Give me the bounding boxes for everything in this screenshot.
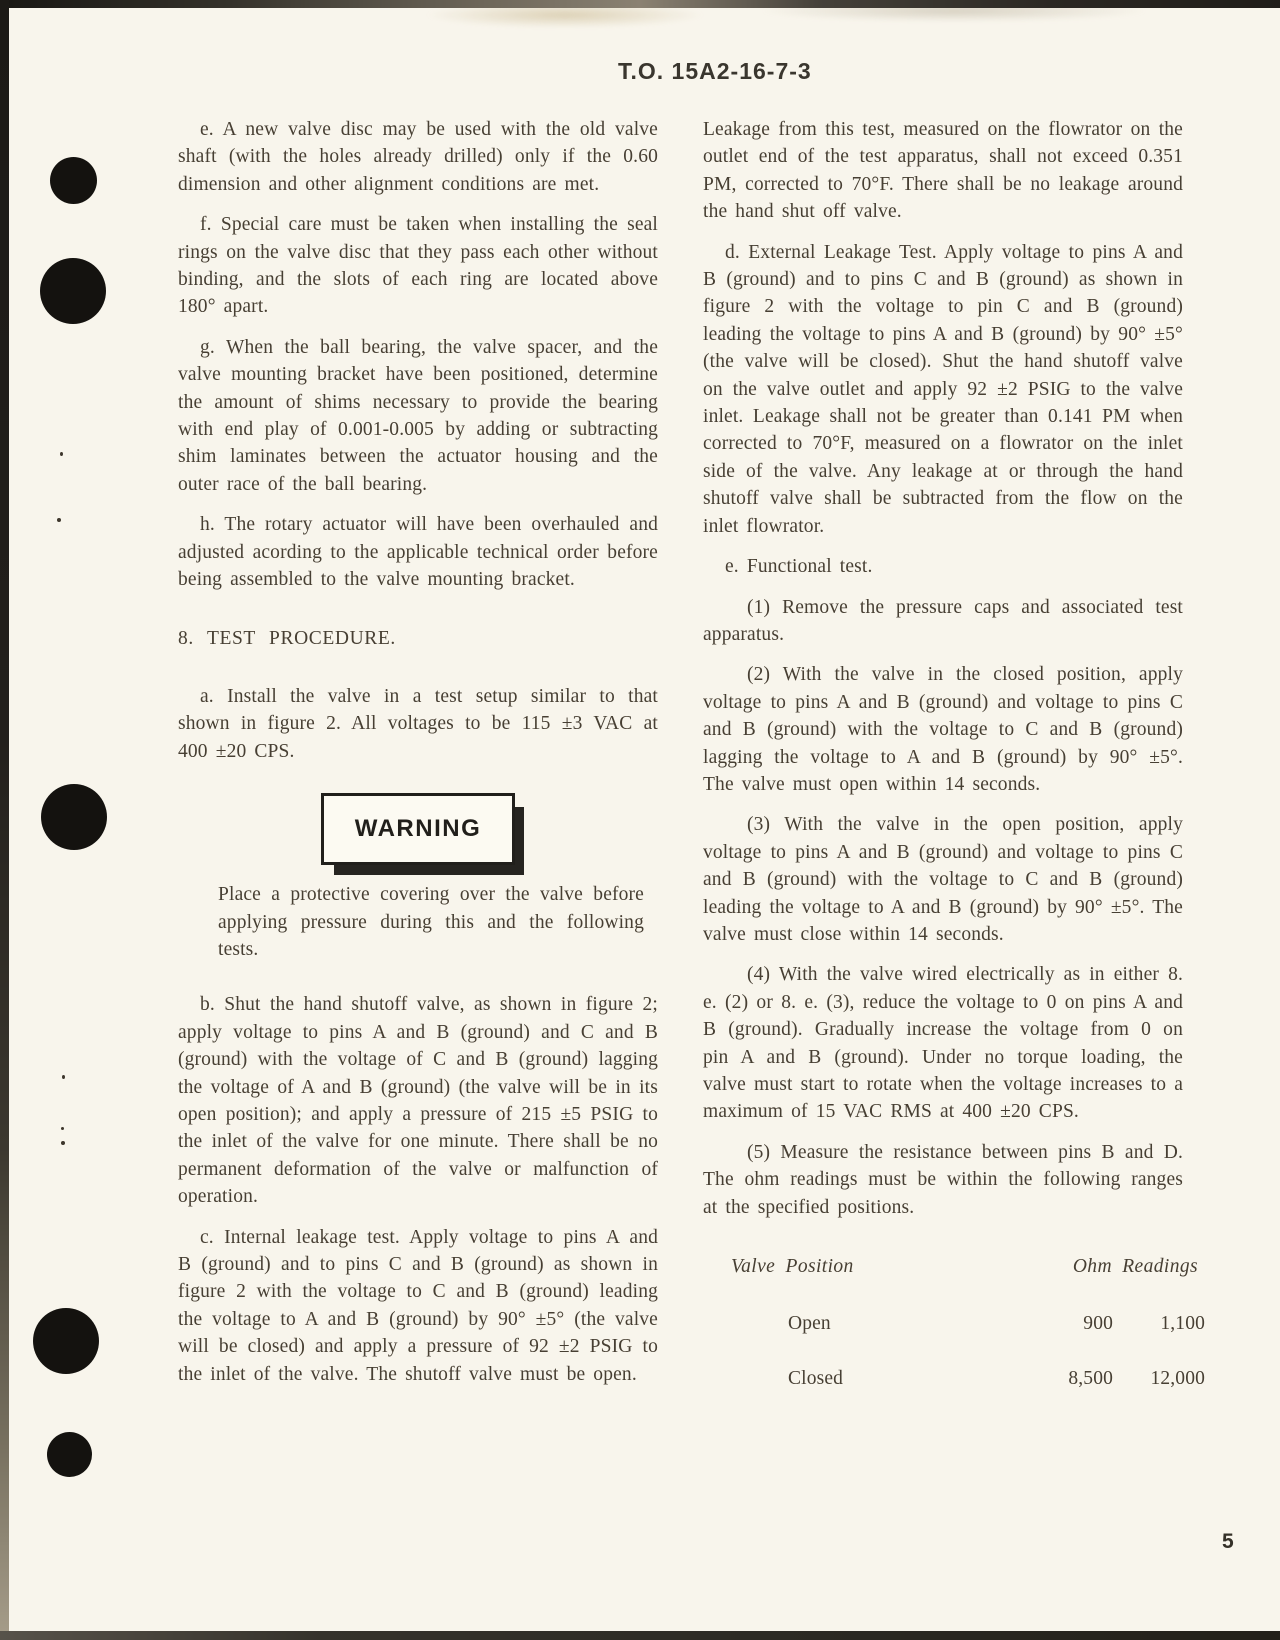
- punch-hole: [50, 157, 97, 204]
- scan-speck: [61, 1127, 64, 1130]
- punch-hole: [47, 1432, 92, 1477]
- page-title: T.O. 15A2-16-7-3: [618, 58, 812, 84]
- ohm-min-cell: 900: [1083, 1313, 1113, 1335]
- step-2: (2) With the valve in the closed position, apply voltage to pins A and B (ground) and voltage to pins C and B (ground) with the voltage to C and B (ground) lagging the voltage to A and B (ground) by 90° ±5°. The valve must open within 14 seconds.: [703, 664, 1183, 795]
- step-4: (4) With the valve wired electrically as in either 8. e. (2) or 8. e. (3), reduce the voltage to 0 on pins A and B (ground). Gradually increase the voltage from 0 on pin A and B (ground). Under no torque loading, the valve must start to rotate when the voltage increases to a maximum of 15 VAC RMS at 400 ±20 CPS.: [703, 964, 1183, 1123]
- scan-speck: [57, 518, 61, 522]
- valve-position-cell: Closed: [788, 1367, 844, 1389]
- paragraph-g: g. When the ball bearing, the valve spacer, and the valve mounting bracket have been positioned, determine the amount of shims necessary to provide the bearing with end play of 0.001-0.005 by adding or subtracting shim laminates between the actuator housing and the outer race of the ball bearing.: [178, 336, 658, 495]
- paragraph-a: a. Install the valve in a test setup similar to that shown in figure 2. All voltages to be 115 ±3 VAC at 400 ±20 CPS.: [178, 685, 658, 762]
- paragraph-e: e. A new valve disc may be used with the old valve shaft (with the holes already drilled) only if the 0.60 dimension and other alignment conditions are met.: [178, 119, 658, 195]
- right-column: [703, 116, 1205, 1419]
- scan-edge-bottom: [0, 1631, 1280, 1640]
- scan-speck: [60, 452, 63, 456]
- paragraph-e-functional-test: e. Functional test.: [725, 556, 873, 578]
- paragraph-c: c. Internal leakage test. Apply voltage to pins A and B (ground) and to pins C and B (ground) as shown in figure 2 with the voltage to C and B (ground) leading the voltage to A and B (ground) by 90° ±5° (the valve will be closed) and apply a pressure of 92 ±2 PSIG to the inlet of the valve. The shutoff valve must be open.: [178, 1226, 658, 1385]
- ohm-max-cell: 12,000: [1150, 1367, 1205, 1389]
- table-row: [703, 1310, 1205, 1337]
- warning-box: [321, 793, 515, 865]
- page-number: 5: [1222, 1530, 1234, 1553]
- punch-hole: [40, 258, 106, 324]
- step-1: (1) Remove the pressure caps and associated test apparatus.: [703, 596, 1183, 645]
- table-header-ohm-readings: Ohm Readings: [1072, 1256, 1198, 1278]
- punch-hole: [33, 1308, 99, 1374]
- table-header-row: [703, 1253, 1198, 1280]
- paragraph-c-continuation: Leakage from this test, measured on the flowrator on the outlet end of the test apparatus, shall not exceed 0.351 PM, corrected to 70°F. There shall be no leakage around the hand shut off valve.: [703, 119, 1183, 223]
- scan-edge-left: [0, 0, 9, 1640]
- valve-position-cell: Open: [788, 1313, 831, 1335]
- paragraph-d: d. External Leakage Test. Apply voltage to pins A and B (ground) and to pins C and B (ground) as shown in figure 2 with the voltage to pin C and B (ground) leading the voltage to pins A and B (ground) by 90° ±5° (the valve will be closed). Shut the hand shutoff valve on the valve outlet and apply 92 ±2 PSIG to the valve inlet. Leakage shall not be greater than 0.141 PM when corrected to 70°F, measured on a flowrator on the inlet side of the valve. Any leakage at or through the hand shutoff valve shall be subtracted from the flow on the inlet flowrator.: [703, 241, 1183, 537]
- warning-label: WARNING: [354, 815, 482, 843]
- step-5: (5) Measure the resistance between pins B and D. The ohm readings must be within the following ranges at the specified positions.: [703, 1141, 1183, 1218]
- scan-speck: [62, 1075, 65, 1079]
- ohm-max-cell: 1,100: [1160, 1313, 1205, 1335]
- left-column: [178, 116, 658, 1401]
- scan-edge-top: [0, 0, 1280, 8]
- section-heading-test-procedure: 8. TEST PROCEDURE.: [178, 627, 396, 649]
- punch-hole: [41, 784, 107, 850]
- table-row: [703, 1365, 1205, 1392]
- ohm-readings-table: [703, 1253, 1205, 1392]
- scan-speck: [61, 1141, 65, 1145]
- ohm-min-cell: 8,500: [1068, 1367, 1113, 1389]
- step-3: (3) With the valve in the open position, apply voltage to pins A and B (ground) and voltage to pins C and B (ground) with the voltage to C and B (ground) leading the voltage to A and B (ground) by 90° ±5°. The valve must close within 14 seconds.: [703, 814, 1183, 945]
- paragraph-f: f. Special care must be taken when installing the seal rings on the valve disc that they pass each other without binding, and the slots of each ring are located above 180° apart.: [178, 214, 658, 318]
- paragraph-h: h. The rotary actuator will have been overhauled and adjusted acording to the applicable technical order before being assembled to the valve mounting bracket.: [178, 514, 658, 591]
- paragraph-b: b. Shut the hand shutoff valve, as shown in figure 2; apply voltage to pins A and B (ground) and C and B (ground) with the voltage of C and B (ground) lagging the voltage of A and B (ground) (the valve will be in its open position); and apply a pressure of 215 ±5 PSIG to the inlet of the valve for one minute. There shall be no permanent deformation of the valve or malfunction of operation.: [178, 994, 658, 1208]
- warning-note: Place a protective covering over the valve before applying pressure during this and the following tests.: [218, 884, 644, 960]
- table-header-valve-position: Valve Position: [731, 1256, 854, 1278]
